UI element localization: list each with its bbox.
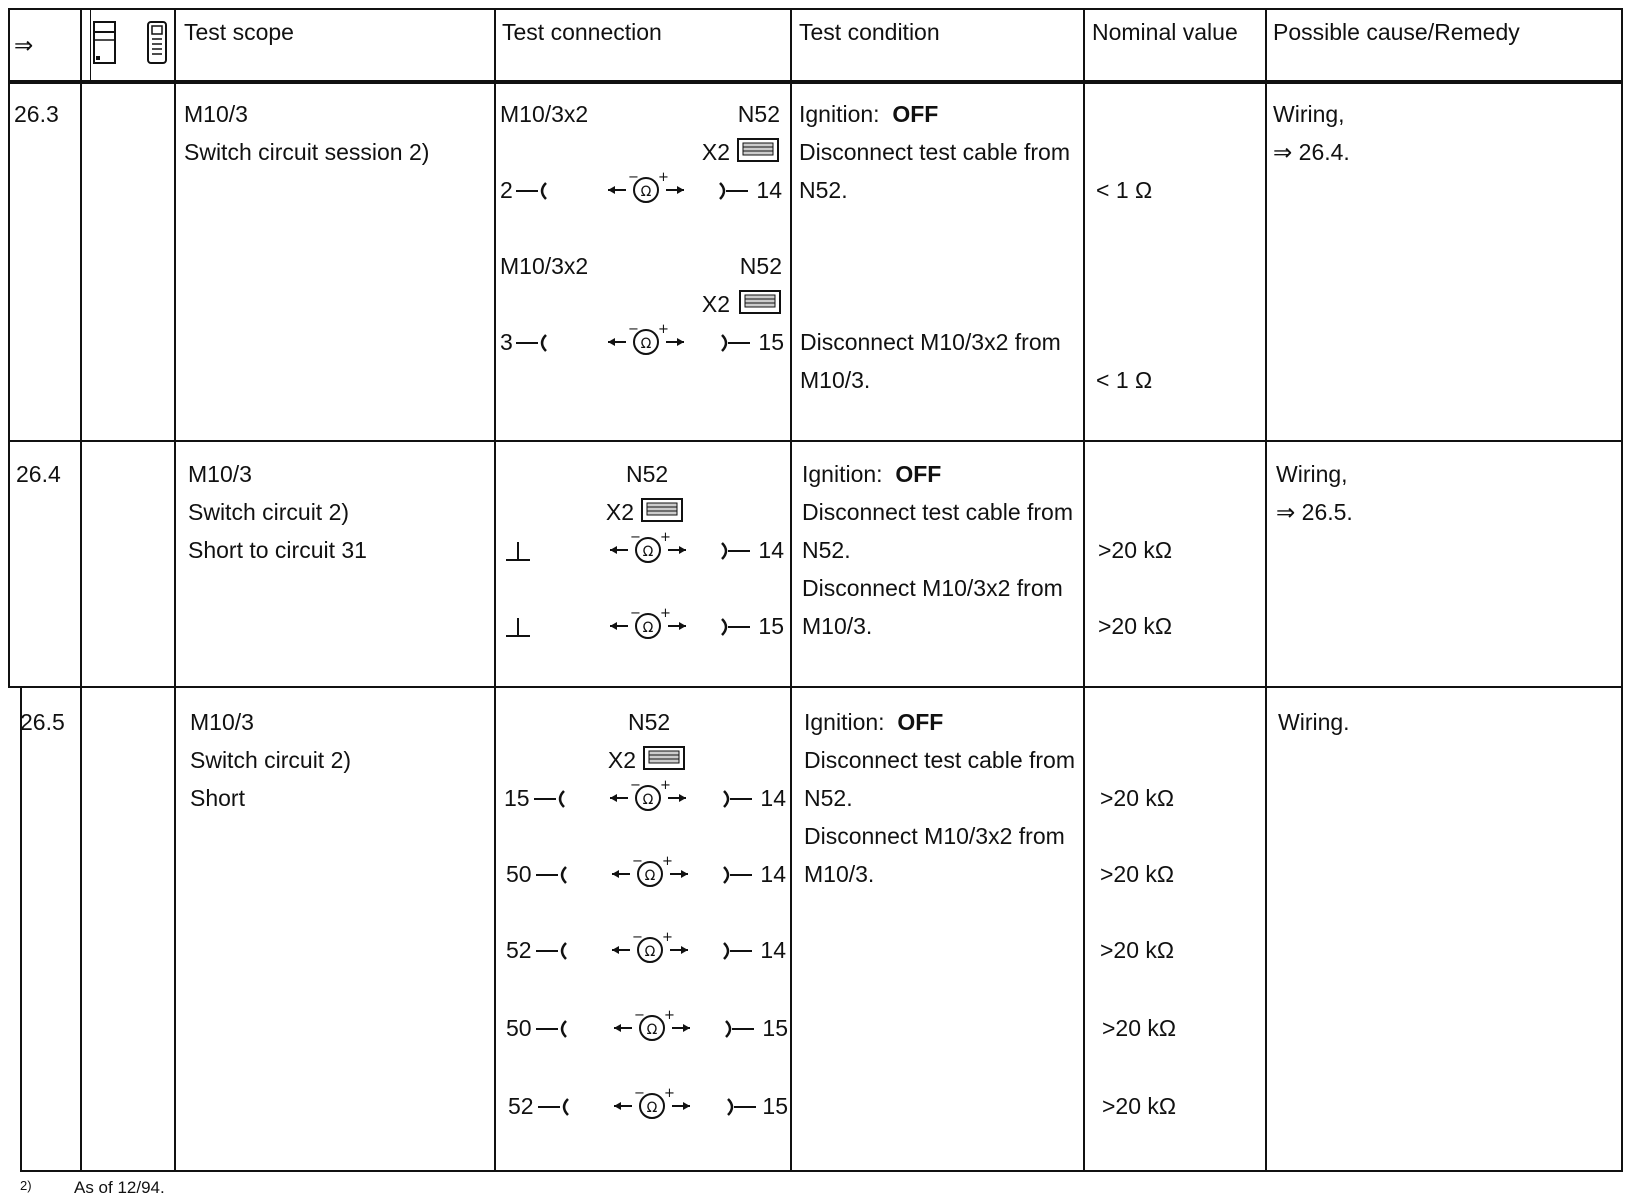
svg-text:Ω: Ω	[642, 620, 654, 636]
to-connector-label: N52	[739, 253, 782, 279]
to-pin: 14	[760, 785, 786, 811]
ignition-state: OFF	[897, 709, 944, 735]
svg-text:Ω: Ω	[644, 868, 656, 884]
to-connector-label: N52	[737, 101, 780, 127]
to-pin: 15	[762, 1093, 788, 1119]
svg-text:−: −	[634, 1088, 645, 1101]
from-pin: 52	[508, 1093, 534, 1119]
svg-text:−: −	[630, 532, 641, 545]
plug-icon	[516, 333, 552, 353]
arrow-header: ⇒	[14, 32, 34, 58]
header-test-connection: Test connection	[502, 19, 662, 45]
remedy-line: Wiring,	[1276, 461, 1348, 487]
to-pin: 15	[758, 329, 784, 355]
to-pin: 14	[756, 177, 782, 203]
table-bottom-border	[20, 1170, 1623, 1172]
header-test-scope: Test scope	[184, 19, 294, 45]
col-rule	[1621, 8, 1623, 1172]
svg-text:Ω: Ω	[646, 1022, 658, 1038]
header-rule	[8, 80, 1623, 84]
svg-text:−: −	[632, 856, 643, 869]
connector-label: X2	[605, 499, 634, 525]
svg-text:Ω: Ω	[642, 544, 654, 560]
remedy-line: Wiring.	[1278, 709, 1350, 735]
ohmmeter-icon	[606, 172, 686, 206]
svg-text:Ω: Ω	[646, 1100, 658, 1116]
col-rule	[8, 8, 10, 686]
svg-text:+: +	[658, 172, 669, 185]
svg-text:+: +	[664, 1088, 675, 1101]
condition-line: Disconnect M10/3x2 from	[802, 575, 1063, 601]
connector-x2-icon	[642, 745, 686, 773]
to-pin: 14	[760, 937, 786, 963]
plug-icon	[536, 1019, 572, 1039]
nominal-value: < 1 Ω	[1096, 177, 1153, 203]
condition-line: Disconnect M10/3x2 from	[804, 823, 1065, 849]
svg-text:Ω: Ω	[642, 792, 654, 808]
plug-icon	[534, 789, 570, 809]
condition-line: M10/3.	[800, 367, 871, 393]
to-pin: 15	[762, 1015, 788, 1041]
ignition-state: OFF	[895, 461, 942, 487]
svg-text:−: −	[628, 172, 639, 185]
condition-line: M10/3.	[802, 613, 873, 639]
from-pin: 3	[500, 329, 513, 355]
nominal-value: >20 kΩ	[1100, 861, 1175, 887]
svg-text:+: +	[660, 608, 671, 621]
nominal-value: >20 kΩ	[1100, 785, 1175, 811]
col-rule	[1265, 8, 1267, 1172]
ohmmeter-icon	[610, 856, 690, 890]
nominal-value: >20 kΩ	[1102, 1015, 1177, 1041]
connector-label: X2	[701, 139, 730, 165]
ignition-label: Ignition:	[799, 101, 880, 127]
header-nominal-value: Nominal value	[1092, 19, 1238, 45]
nominal-value: >20 kΩ	[1098, 537, 1173, 563]
from-pin: 52	[506, 937, 532, 963]
ohmmeter-icon	[612, 1010, 692, 1044]
from-connector-label: M10/3x2	[500, 101, 589, 127]
scope-line: M10/3	[190, 709, 254, 735]
scope-line: Switch circuit 2)	[190, 747, 352, 773]
scope-line: M10/3	[184, 101, 248, 127]
ignition-state: OFF	[892, 101, 939, 127]
remedy-line: Wiring,	[1273, 101, 1345, 127]
nominal-value: >20 kΩ	[1102, 1093, 1177, 1119]
step-number: 26.5	[20, 709, 65, 735]
connector-label: X2	[701, 291, 730, 317]
control-unit-icon	[92, 20, 118, 66]
step-number: 26.3	[14, 101, 59, 127]
connector-x2-icon	[736, 137, 780, 165]
table-top-border	[8, 8, 1623, 10]
col-rule	[790, 8, 792, 1172]
step-number: 26.4	[16, 461, 61, 487]
scope-line: Short to circuit 31	[188, 537, 367, 563]
ohmmeter-icon	[608, 780, 688, 814]
svg-text:−: −	[628, 324, 639, 337]
plug-icon	[536, 865, 572, 885]
svg-text:−: −	[630, 780, 641, 793]
connector-x2-icon	[738, 289, 782, 317]
row-divider	[8, 686, 1623, 688]
ohmmeter-icon	[610, 932, 690, 966]
ignition-condition	[799, 100, 938, 128]
plug-icon	[538, 1097, 574, 1117]
header-test-condition: Test condition	[799, 19, 940, 45]
svg-text:−: −	[630, 608, 641, 621]
header-possible-cause: Possible cause/Remedy	[1273, 19, 1520, 45]
col-rule	[494, 8, 496, 1172]
ohmmeter-icon	[612, 1088, 692, 1122]
ignition-label: Ignition:	[804, 709, 885, 735]
from-pin: 50	[506, 1015, 532, 1041]
ohmmeter-icon	[608, 532, 688, 566]
connector-x2-icon	[640, 497, 684, 525]
remedy-line: ⇒ 26.4.	[1273, 139, 1350, 165]
nominal-value: >20 kΩ	[1100, 937, 1175, 963]
to-pin: 14	[760, 861, 786, 887]
nominal-value: >20 kΩ	[1098, 613, 1173, 639]
svg-text:+: +	[660, 780, 671, 793]
svg-text:+: +	[662, 856, 673, 869]
ignition-condition	[802, 460, 941, 488]
footnote-marker: 2)	[20, 1178, 32, 1193]
svg-text:Ω: Ω	[640, 184, 652, 200]
svg-text:−: −	[632, 932, 643, 945]
from-pin: 50	[506, 861, 532, 887]
from-connector-label: M10/3x2	[500, 253, 589, 279]
condition-line: Disconnect test cable from	[804, 747, 1076, 773]
to-connector-label: N52	[628, 709, 671, 735]
condition-line: Disconnect test cable from	[799, 139, 1071, 165]
from-pin: 15	[504, 785, 530, 811]
ignition-condition	[804, 708, 943, 736]
col-rule	[174, 8, 176, 1172]
svg-text:Ω: Ω	[640, 336, 652, 352]
to-pin: 14	[758, 537, 784, 563]
col-rule	[80, 8, 82, 1172]
svg-text:+: +	[662, 932, 673, 945]
handheld-tester-icon	[144, 20, 170, 66]
row-divider	[8, 440, 1623, 442]
scope-line: Short	[190, 785, 245, 811]
nominal-value: < 1 Ω	[1096, 367, 1153, 393]
ohmmeter-icon	[608, 608, 688, 642]
svg-text:Ω: Ω	[644, 944, 656, 960]
ground-icon	[504, 540, 534, 564]
scope-line: Switch circuit 2)	[188, 499, 350, 525]
condition-line: N52.	[804, 785, 853, 811]
footnote-text: As of 12/94.	[74, 1178, 165, 1197]
to-pin: 15	[758, 613, 784, 639]
svg-text:+: +	[658, 324, 669, 337]
col-rule	[1083, 8, 1085, 1172]
ground-icon	[504, 616, 534, 640]
ignition-label: Ignition:	[802, 461, 883, 487]
to-connector-label: N52	[626, 461, 669, 487]
remedy-line: ⇒ 26.5.	[1276, 499, 1353, 525]
condition-line: Disconnect test cable from	[802, 499, 1074, 525]
col-rule	[90, 8, 91, 84]
plug-icon	[536, 941, 572, 961]
svg-text:−: −	[634, 1010, 645, 1023]
condition-line: N52.	[802, 537, 851, 563]
plug-icon	[516, 181, 552, 201]
svg-text:+: +	[660, 532, 671, 545]
col-rule	[20, 686, 22, 1172]
ohmmeter-icon	[606, 324, 686, 358]
scope-line: Switch circuit session 2)	[184, 139, 430, 165]
condition-line: N52.	[799, 177, 848, 203]
svg-text:+: +	[664, 1010, 675, 1023]
from-pin: 2	[500, 177, 513, 203]
connector-label: X2	[607, 747, 636, 773]
condition-line: M10/3.	[804, 861, 875, 887]
scope-line: M10/3	[188, 461, 252, 487]
condition-line: Disconnect M10/3x2 from	[800, 329, 1061, 355]
